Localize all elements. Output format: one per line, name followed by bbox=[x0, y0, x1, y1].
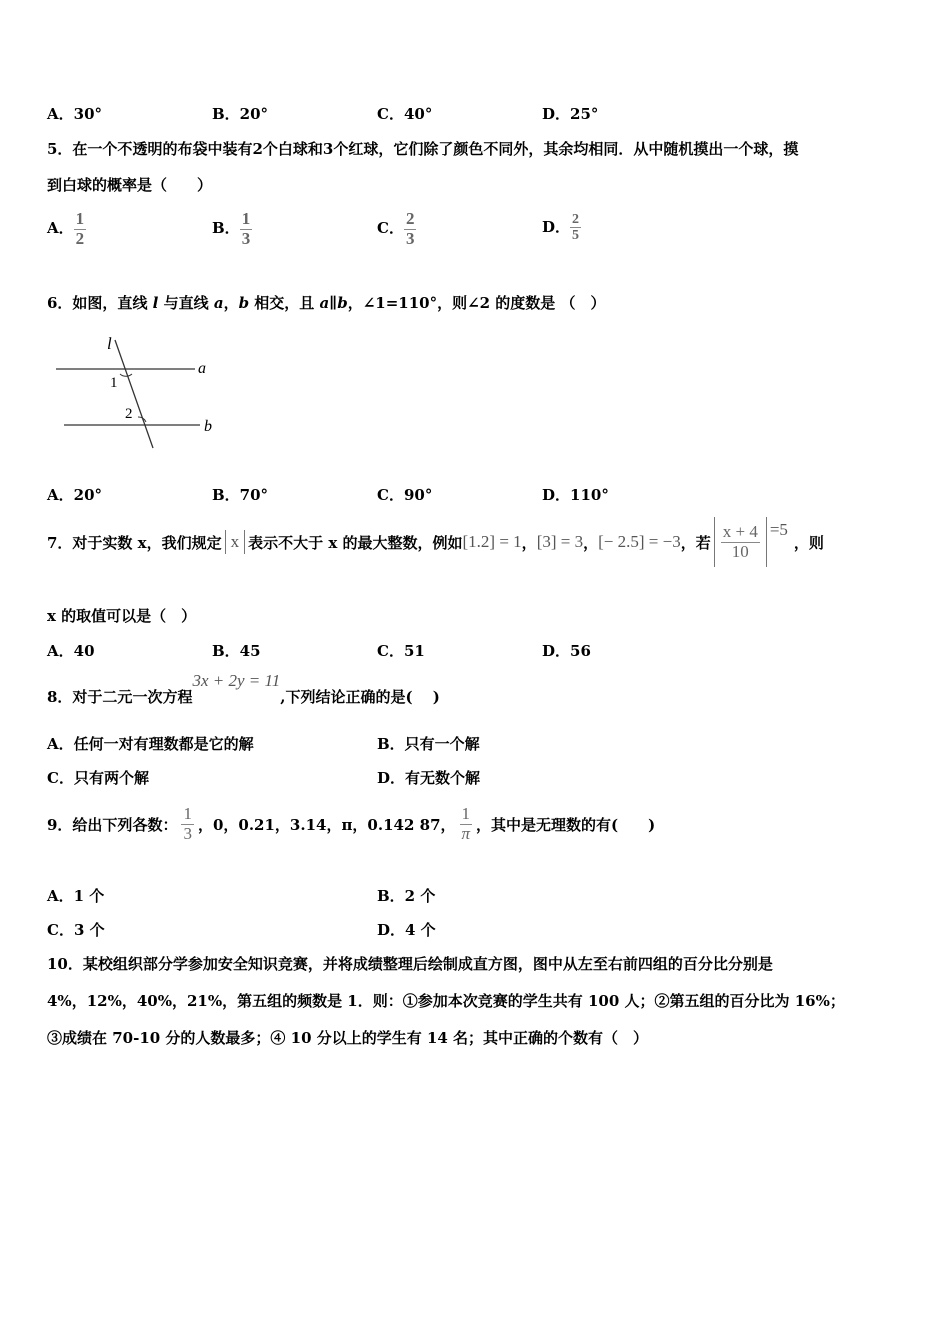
angle1-arc bbox=[120, 374, 132, 376]
q4-option-a: A．30° bbox=[47, 105, 103, 123]
q7-option-d: D．56 bbox=[542, 642, 591, 660]
q8-stem: 8．对于二元一次方程3x + 2y = 11,下列结论正确的是( ) bbox=[47, 671, 440, 706]
fraction: $\frac{2}{3}$ bbox=[405, 209, 415, 248]
q7-stem-line2: x 的取值可以是（ ） bbox=[47, 607, 197, 625]
fraction: $\frac{1}{3}$ bbox=[183, 803, 192, 843]
q6-figure bbox=[50, 330, 230, 455]
q7-option-b: B．45 bbox=[212, 642, 261, 660]
fraction: $\frac{2}{5}$ bbox=[572, 212, 580, 244]
q9-option-d: D．4 个 bbox=[377, 921, 436, 939]
q10-line3: ③成绩在 70-10 分的人数最多；④ 10 分以上的学生有 14 名；其中正确的个数有（ ） bbox=[47, 1029, 649, 1047]
q5-option-a: A． $\frac{1}{2}$ bbox=[47, 209, 85, 248]
q6-option-c: C．90° bbox=[377, 486, 433, 504]
fraction: $\frac{1}{2}$ bbox=[75, 209, 85, 248]
q6-option-a: A．20° bbox=[47, 486, 103, 504]
q9-option-c: C．3 个 bbox=[47, 921, 105, 939]
fraction: $\frac{1}{\pi}$ bbox=[461, 803, 471, 843]
q8-option-d: D．有无数个解 bbox=[377, 769, 481, 787]
q9-option-b: B．2 个 bbox=[377, 887, 436, 905]
q8-option-b: B．只有一个解 bbox=[377, 735, 480, 753]
q10-line1: 10．某校组织部分学参加安全知识竞赛，并将成绩整理后绘制成直方图，图中从左至右前四组的百分比分别是 bbox=[47, 955, 773, 973]
label-angle1: 1 bbox=[110, 375, 118, 391]
q5-option-d: D． $\frac{2}{5}$ bbox=[542, 212, 580, 244]
label-a: a bbox=[198, 360, 206, 377]
q8-option-c: C．只有两个解 bbox=[47, 769, 149, 787]
q4-option-b: B．20° bbox=[212, 105, 269, 123]
floor-bracket-fraction bbox=[714, 517, 767, 567]
q9-option-a: A．1 个 bbox=[47, 887, 105, 905]
q4-option-c: C．40° bbox=[377, 105, 433, 123]
angle2-arc bbox=[138, 417, 146, 422]
q7-option-a: A．40 bbox=[47, 642, 95, 660]
floor-bracket-x: x bbox=[225, 530, 246, 554]
q4-option-d: D．25° bbox=[542, 105, 599, 123]
q6-stem: 6．如图，直线 l 与直线 a，b 相交，且 a∥b，∠1=110°，则∠2 的度数是 （ ） bbox=[47, 294, 606, 312]
q6-option-b: B．70° bbox=[212, 486, 269, 504]
q5-option-c: C． $\frac{2}{3}$ bbox=[377, 209, 415, 248]
q5-stem-line2: 到白球的概率是（ ） bbox=[47, 176, 213, 194]
line-l bbox=[115, 340, 153, 448]
q5-stem-line1: 5．在一个不透明的布袋中装有2个白球和3个红球，它们除了颜色不同外，其余均相同．从中随机摸出一个球，摸 bbox=[47, 140, 799, 158]
label-b: b bbox=[204, 418, 212, 435]
q9-stem: 9．给出下列各数： $\frac{1}{3}$ ，0，0.21，3.14，π，0.142 87， $\frac{1}{\pi}$ ，其中是无理数的有( ) bbox=[47, 803, 656, 843]
q8-option-a: A．任何一对有理数都是它的解 bbox=[47, 735, 254, 753]
q6-option-d: D．110° bbox=[542, 486, 609, 504]
q10-line2: 4%，12%，40%，21%，第五组的频数是 1．则：①参加本次竞赛的学生共有 100 人；②第五组的百分比为 16%； bbox=[47, 992, 845, 1010]
label-angle2: 2 bbox=[125, 406, 133, 422]
q7-stem-line1: 7．对于实数 x，我们规定 x 表示不大于 x 的最大整数，例如 [1.2] = 1 ， [3] = 3 ， [− 2.5] = −3 ，若 $\frac{x + 4}{10}$ =5 ，则 bbox=[47, 514, 824, 570]
fraction: $\frac{1}{3}$ bbox=[241, 209, 251, 248]
q7-option-c: C．51 bbox=[377, 642, 425, 660]
label-l: l bbox=[107, 334, 112, 353]
q5-option-b: B． $\frac{1}{3}$ bbox=[212, 209, 251, 248]
fraction: $\frac{x + 4}{10}$ bbox=[722, 521, 758, 561]
